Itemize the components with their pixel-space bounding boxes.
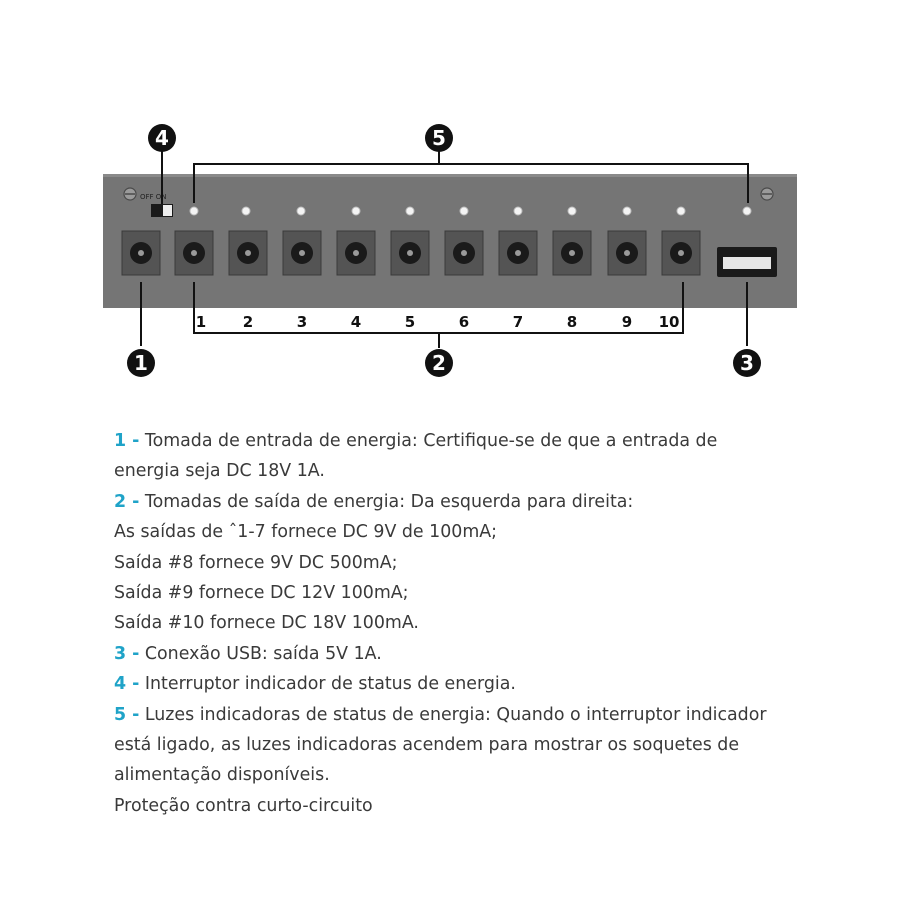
- description-line: [114, 791, 814, 821]
- description-line: [114, 700, 814, 730]
- indicator-led: [743, 207, 751, 215]
- panel-top-edge: [103, 174, 797, 177]
- description: [114, 426, 814, 821]
- callout-5: [425, 124, 453, 152]
- description-line: [114, 456, 814, 486]
- item-number: 5 -: [114, 704, 140, 725]
- indicator-led: [297, 207, 305, 215]
- port-numbers: [196, 313, 680, 331]
- description-line: [114, 639, 814, 669]
- description-text: Saída #9 fornece DC 12V 100mA;: [114, 583, 409, 604]
- description-text: As saídas de ˆ1-7 fornece DC 9V de 100mA;: [114, 522, 498, 543]
- port-number: 3: [296, 313, 308, 331]
- description-line: [114, 548, 814, 578]
- indicator-led: [568, 207, 576, 215]
- port-number: 5: [404, 313, 416, 331]
- port-number: 1: [195, 313, 207, 331]
- dc-output-jack: [662, 231, 700, 275]
- indicator-led: [242, 207, 250, 215]
- description-text: Saída #10 fornece DC 18V 100mA.: [114, 613, 419, 634]
- port-number: 10: [658, 313, 680, 331]
- screw-left-icon: [124, 188, 136, 200]
- indicator-led: [623, 207, 631, 215]
- indicator-led: [406, 207, 414, 215]
- dc-output-jack: [391, 231, 429, 275]
- dc-output-jack: [553, 231, 591, 275]
- screw-right-icon: [761, 188, 773, 200]
- description-text: Tomada de entrada de energia: Certifique-se de que a entrada de: [139, 431, 718, 451]
- power-supply-diagram: [0, 0, 900, 400]
- callout-1: [127, 349, 155, 377]
- port-number: 7: [512, 313, 524, 331]
- description-text: Interruptor indicador de status de energia.: [139, 674, 516, 695]
- dc-output-jack: [499, 231, 537, 275]
- callout-4-number: 4: [155, 126, 169, 150]
- dc-output-jack: [175, 231, 213, 275]
- callout-5-number: 5: [432, 126, 446, 150]
- indicator-led: [677, 207, 685, 215]
- item-number: 4 -: [114, 674, 140, 695]
- port-number: 6: [458, 313, 470, 331]
- dc-output-jack: [608, 231, 646, 275]
- dc-jacks: [122, 231, 700, 275]
- port-number: 9: [621, 313, 633, 331]
- description-line: [114, 426, 814, 456]
- description-line: [114, 487, 814, 517]
- description-text: alimentação disponíveis.: [114, 765, 330, 786]
- usb-port-icon: [717, 247, 777, 277]
- port-number: 8: [566, 313, 578, 331]
- description-line: [114, 608, 814, 638]
- description-line: [114, 760, 814, 790]
- indicator-led: [190, 207, 198, 215]
- dc-output-jack: [337, 231, 375, 275]
- indicator-led: [460, 207, 468, 215]
- description-text: está ligado, as luzes indicadoras acendem para mostrar os soquetes de: [114, 735, 740, 756]
- description-text: Proteção contra curto-circuito: [114, 795, 373, 816]
- indicator-led: [352, 207, 360, 215]
- port-number: 2: [242, 313, 254, 331]
- description-line: [114, 517, 814, 547]
- dc-output-jack: [283, 231, 321, 275]
- dc-output-jack: [229, 231, 267, 275]
- callout-2: [425, 349, 453, 377]
- dc-input-jack: [122, 231, 160, 275]
- callout-3: [733, 349, 761, 377]
- status-switch-knob: [163, 205, 172, 216]
- indicator-led: [514, 207, 522, 215]
- description-text: Luzes indicadoras de status de energia: Quando o interruptor indicador: [139, 704, 767, 725]
- callout-1-number: 1: [134, 351, 148, 375]
- switch-label: OFF ON: [140, 193, 167, 201]
- item-number: 3 -: [114, 643, 140, 664]
- callout-4: [148, 124, 176, 152]
- description-line: [114, 730, 814, 760]
- description-text: energia seja DC 18V 1A.: [114, 461, 325, 482]
- description-text: Conexão USB: saída 5V 1A.: [139, 643, 382, 664]
- dc-output-jack: [445, 231, 483, 275]
- port-number: 4: [350, 313, 362, 331]
- description-line: [114, 578, 814, 608]
- callout-2-number: 2: [432, 351, 446, 375]
- item-number: 1 -: [114, 431, 140, 451]
- callout-3-number: 3: [740, 351, 754, 375]
- description-line: [114, 669, 814, 699]
- description-text: Saída #8 fornece 9V DC 500mA;: [114, 552, 398, 573]
- description-text: Tomadas de saída de energia: Da esquerda para direita:: [139, 491, 634, 512]
- item-number: 2 -: [114, 491, 140, 512]
